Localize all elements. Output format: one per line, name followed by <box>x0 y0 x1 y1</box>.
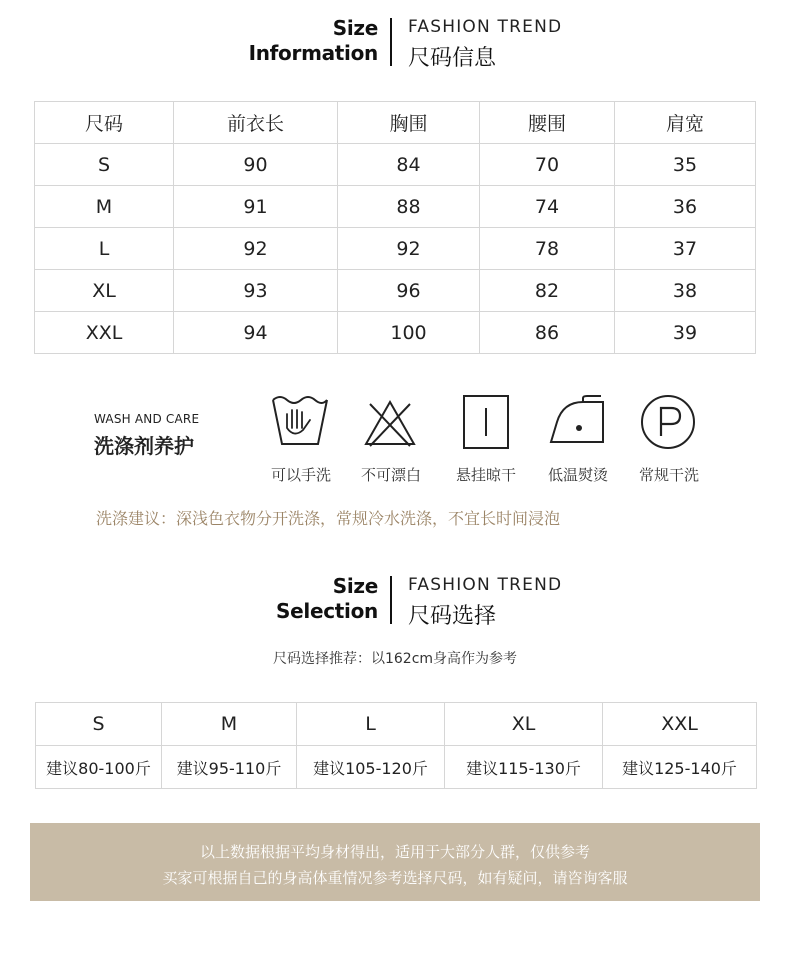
care-label-hang-dry: 悬挂晾干 <box>455 466 516 484</box>
table-cell: 86 <box>480 312 615 354</box>
care-label-dry-clean: 常规干洗 <box>638 466 699 484</box>
disclaimer-line-1: 以上数据根据平均身材得出，适用于大部分人群，仅供参考 <box>199 843 590 861</box>
hand-wash-icon <box>270 392 330 452</box>
size-selection-header <box>0 574 790 630</box>
table-cell: XL <box>35 270 174 312</box>
column-header-length: 前衣长 <box>174 102 338 144</box>
table-row <box>35 270 756 312</box>
size-recommendation-table <box>35 702 757 789</box>
disclaimer-banner <box>30 823 760 901</box>
recommendation-cell: 建议115-130斤 <box>445 746 603 789</box>
table-cell: XXL <box>35 312 174 354</box>
table-cell: 88 <box>338 186 480 228</box>
size-cell: XL <box>445 703 603 746</box>
table-cell: 82 <box>480 270 615 312</box>
table-row <box>35 312 756 354</box>
table-cell: 35 <box>615 144 756 186</box>
table-row <box>35 186 756 228</box>
table-cell: 92 <box>174 228 338 270</box>
table-cell: 74 <box>480 186 615 228</box>
disclaimer-line-2: 买家可根据自己的身高体重情况参考选择尺码，如有疑问，请咨询客服 <box>162 869 628 887</box>
header-en-line2: Information <box>248 41 378 65</box>
care-label-hand-wash: 可以手洗 <box>270 466 331 484</box>
size-cell: XXL <box>603 703 757 746</box>
table-row <box>35 144 756 186</box>
table-cell: 92 <box>338 228 480 270</box>
column-header-size: 尺码 <box>35 102 174 144</box>
table-cell: 36 <box>615 186 756 228</box>
table-cell: 37 <box>615 228 756 270</box>
table-cell: 39 <box>615 312 756 354</box>
table-cell: 38 <box>615 270 756 312</box>
header-en-line2: Selection <box>276 599 378 623</box>
header-divider <box>390 576 392 624</box>
table-cell: 100 <box>338 312 480 354</box>
table-row <box>35 228 756 270</box>
recommendation-cell: 建议125-140斤 <box>603 746 757 789</box>
size-cell: M <box>162 703 297 746</box>
recommendation-row <box>36 746 757 789</box>
recommendation-cell: 建议105-120斤 <box>297 746 445 789</box>
hang-dry-icon <box>456 392 516 452</box>
table-cell: M <box>35 186 174 228</box>
table-cell: S <box>35 144 174 186</box>
size-table-header-row <box>35 102 756 144</box>
header-trend: FASHION TREND <box>408 17 563 37</box>
header-en-line1: Size <box>332 574 378 598</box>
recommendation-cell: 建议80-100斤 <box>36 746 162 789</box>
table-cell: 84 <box>338 144 480 186</box>
care-label-no-bleach: 不可漂白 <box>360 466 421 484</box>
dry-clean-icon <box>638 392 698 452</box>
table-cell: 70 <box>480 144 615 186</box>
low-iron-icon <box>547 392 607 452</box>
size-cell: S <box>36 703 162 746</box>
table-cell: 94 <box>174 312 338 354</box>
care-label-low-iron: 低温熨烫 <box>547 466 608 484</box>
column-header-bust: 胸围 <box>338 102 480 144</box>
table-cell: 78 <box>480 228 615 270</box>
care-title-en: WASH AND CARE <box>94 412 200 426</box>
header-en-line1: Size <box>332 16 378 40</box>
size-information-header <box>0 16 790 72</box>
no-bleach-icon <box>360 392 420 452</box>
table-cell: 96 <box>338 270 480 312</box>
header-trend: FASHION TREND <box>408 575 563 595</box>
table-cell: 90 <box>174 144 338 186</box>
table-cell: 91 <box>174 186 338 228</box>
header-divider <box>390 18 392 66</box>
column-header-shoulder: 肩宽 <box>615 102 756 144</box>
column-header-waist: 腰围 <box>480 102 615 144</box>
table-cell: 93 <box>174 270 338 312</box>
recommendation-cell: 建议95-110斤 <box>162 746 297 789</box>
care-title-cn: 洗涤剂养护 <box>94 434 194 458</box>
size-cell: L <box>297 703 445 746</box>
header-title-cn: 尺码信息 <box>408 46 497 71</box>
header-title-cn: 尺码选择 <box>408 604 497 629</box>
washing-advice: 洗涤建议：深浅色衣物分开洗涤，常规冷水洗涤，不宜长时间浸泡 <box>96 509 561 528</box>
size-row <box>36 703 757 746</box>
size-chart-table <box>34 101 756 354</box>
table-cell: L <box>35 228 174 270</box>
size-selection-note: 尺码选择推荐：以162cm身高作为参考 <box>272 651 518 667</box>
